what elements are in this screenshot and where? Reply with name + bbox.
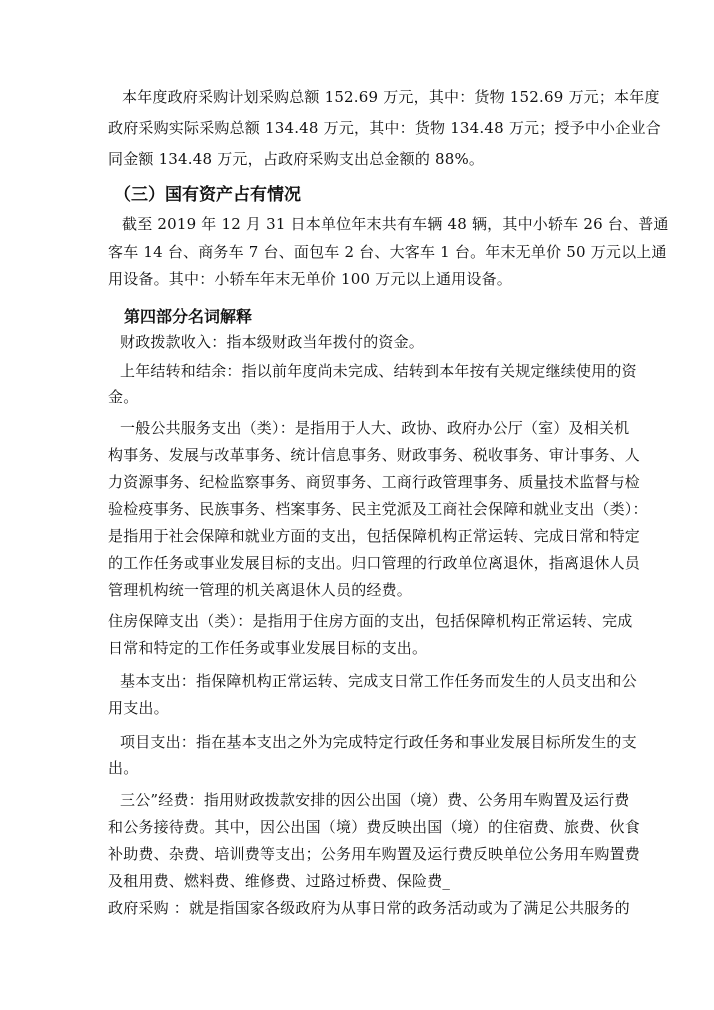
term-line-8: 是指用于社会保障和就业方面的支出，包括保障机构正常运转、完成日常和特定 [108,527,641,545]
procurement-line-2: 政府采购实际采购总额 134.48 万元，其中：货物 134.48 万元；授予中小企业合 [108,119,661,137]
term-line-13: 基本支出：指保障机构正常运转、完成支日常工作任务而发生的人员支出和公 [120,672,637,690]
procurement-line-3: 同金额 134.48 万元，占政府采购支出总金额的 88%。 [108,150,485,168]
term-line-12: 日常和特定的工作任务或事业发展目标的支出。 [108,639,428,657]
procurement-line-1: 本年度政府采购计划采购总额 152.69 万元，其中：货物 152.69 万元；本年度 [122,88,660,106]
term-line-3: 金。 [108,388,139,406]
section-heading-terms: 第四部分名词解释 [124,307,253,326]
term-line-2: 上年结转和结余：指以前年度尚未完成、结转到本年按有关规定继续使用的资 [120,362,637,380]
term-line-5: 构事务、发展与改革事务、统计信息事务、财政事务、税收事务、审计事务、人 [108,446,641,464]
term-line-7: 验检疫事务、民族事务、档案事务、民主党派及工商社会保障和就业支出（类）： [108,500,648,518]
term-line-10: 管理机构统一管理的机关离退休人员的经费。 [108,581,413,599]
term-line-9: 的工作任务或事业发展目标的支出。归口管理的行政单位离退休，指离退休人员 [108,554,641,572]
term-line-15: 项目支出：指在基本支出之外为完成特定行政任务和事业发展目标所发生的支 [120,733,637,751]
term-line-6: 力资源事务、纪检监察事务、商贸事务、工商行政管理事务、质量技术监督与检 [108,473,641,491]
term-line-16: 出。 [108,759,139,777]
term-line-1: 财政拨款收入：指本级财政当年拨付的资金。 [120,333,425,351]
term-line-18: 和公务接待费。其中，因公出国（境）费反映出国（境）的住宿费、旅费、伙食 [108,818,641,836]
assets-line-1: 截至 2019 年 12 月 31 日本单位年末共有车辆 48 辆，其中小轿车 26 台、普通 [122,215,669,233]
term-line-4: 一般公共服务支出（类）：是指用于人大、政协、政府办公厅（室）及相关机 [120,419,630,437]
term-line-20: 及租用费、燃料费、维修费、过路过桥费、保险费_ [108,872,451,890]
term-line-21: 政府采购 ：就是指国家各级政府为从事日常的政务活动或为了满足公共服务的 [108,899,630,917]
term-line-17: 三公”经费：指用财政拨款安排的因公出国（境）费、公务用车购置及运行费 [120,791,630,809]
term-line-19: 补助费、杂费、培训费等支出；公务用车购置及运行费反映单位公务用车购置费 [108,845,641,863]
assets-line-2: 客车 14 台、商务车 7 台、面包车 2 台、大客车 1 台。年末无单价 50 万元以上通 [108,243,667,261]
term-line-11: 住房保障支出（类）：是指用于住房方面的支出，包括保障机构正常运转、完成 [108,612,633,630]
term-line-14: 用支出。 [108,699,169,717]
assets-line-3: 用设备。其中：小轿车年末无单价 100 万元以上通用设备。 [108,270,512,288]
section-heading-assets: （三）国有资产占有情况 [114,185,301,205]
